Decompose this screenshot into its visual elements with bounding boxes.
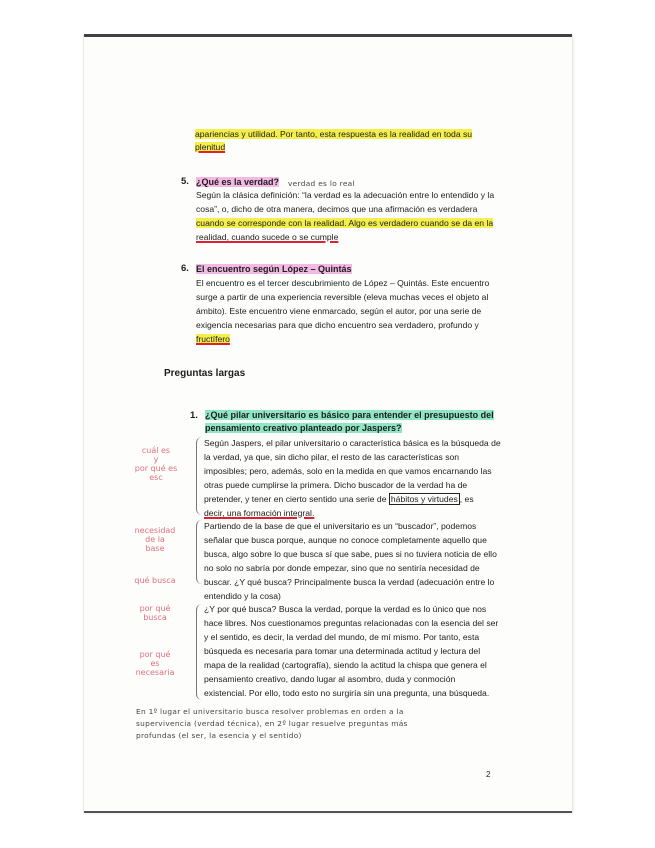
q5-line-1: Según la clásica definición: “la verdad es la adecuación entre lo entendido y la — [196, 190, 495, 200]
q1-p3-line-6: pensamiento creativo, dando lugar al asombro, duda y conmoción — [204, 674, 456, 684]
q1-p1-line-2: la verdad, ya que, sin dicho pilar, el resto de las características son — [204, 452, 460, 462]
q1-number: 1. — [190, 410, 198, 421]
q5-number: 5. — [181, 176, 189, 187]
intro-line-1: apariencias y utilidad. Por tanto, esta respuesta es la realidad en toda su — [195, 129, 473, 139]
bottom-note-line-1: En 1º lugar el universitario busca resolver problemas en orden a la — [136, 707, 404, 716]
q1-p1-line-3: imposibles; pero, además, solo en la medida en que vamos encarnando las — [204, 466, 492, 476]
q5-line-2: cosa”, o, dicho de otra manera, decimos que una afirmación es verdadera — [196, 204, 478, 214]
bottom-note-line-2: supervivencia (verdad técnica), en 2º lugar resuelve preguntas más — [136, 719, 408, 728]
margin-note-2: necesidad de la base — [134, 526, 176, 553]
boxed-habits-virtues: hábitos y virtudes — [390, 494, 458, 504]
q6-line-4: exigencia necesarias para que dicho encuentro sea verdadero, profundo y — [196, 320, 479, 330]
q1-p2-line-4: no solo no sabría por donde empezar, sino que no sentiría necesidad de — [204, 563, 480, 573]
q1-p2-line-5: buscar. ¿Y qué busca? Principalmente busca la verdad (adecuación entre lo — [204, 577, 495, 587]
margin-note-5: por qué es necesaria — [135, 650, 175, 677]
q1-p3-line-5: mapa de la realidad (cartografía), siendo la actitud la chispa que genera el — [204, 660, 487, 670]
page-bottom-edge — [84, 811, 572, 813]
page-top-edge — [84, 34, 572, 37]
q1-p3-line-1: ¿Y por qué busca? Busca la verdad, porque la verdad es lo único que nos — [204, 604, 487, 614]
q1-p3-line-4: búsqueda es necesaria para tomar una determinada actitud y lectura del — [204, 646, 481, 656]
q1-p2-line-6: entendido y la cosa) — [204, 591, 281, 601]
margin-note-4: por qué busca — [139, 604, 171, 622]
q6-title: El encuentro según López – Quintás — [196, 264, 352, 274]
q1-p1-line-1: Según Jaspers, el pilar universitario o característica básica es la búsqueda de — [204, 438, 501, 448]
q1-p3-line-7: existencial. Por ello, todo esto no surgiría sin una pregunta, una búsqueda. — [204, 688, 490, 698]
q1-p1-line-4: otras puede cumplirse la primera. Dicho buscador de la verdad ha de — [204, 480, 468, 490]
margin-brace-3 — [196, 604, 203, 700]
margin-brace-2 — [196, 520, 203, 584]
q1-title-line-2: pensamiento creativo planteado por Jaspers? — [205, 423, 402, 433]
q1-p2-line-3: busca, algo sobre lo que busca sí que sabe, pues si no tuviera noticia de ello — [204, 549, 497, 559]
section-title: Preguntas largas — [164, 368, 246, 379]
margin-note-3: qué busca — [134, 576, 176, 585]
q6-number: 6. — [181, 263, 189, 274]
q1-p2-line-2: señalar que busca porque, aunque no conoce completamente aquello que — [204, 535, 487, 545]
q1-p1-line-5: pretender, y tener en cierto sentido una serie de hábitos y virtudes , es — [204, 494, 474, 504]
q6-line-1: El encuentro es el tercer descubrimiento de López – Quintás. Este encuentro — [196, 278, 490, 288]
q1-p3-line-2: hace libres. Nos cuestionamos preguntas relacionadas con la esencia del ser — [204, 618, 499, 628]
q1-title-line-1: ¿Qué pilar universitario es básico para entender el presupuesto del — [205, 410, 494, 420]
q6-line-2: surge a partir de una experiencia reversible (eleva muchas veces el objeto al — [196, 292, 489, 302]
q1-p2-line-1: Partiendo de la base de que el universitario es un “buscador”, podemos — [204, 521, 477, 531]
q6-line-5: fructífero — [196, 334, 230, 344]
q5-title: ¿Qué es la verdad? — [196, 177, 280, 187]
q1-p3-line-3: y el sentido, es decir, la verdad del mundo, de mí mismo. Por tanto, esta — [204, 632, 480, 642]
q1-p1-line-6: decir, una formación integral. — [204, 508, 315, 518]
q6-line-3: ámbito). Este encuentro viene enmarcado, según el autor, por una serie de — [196, 306, 482, 316]
margin-note-1: cuál es y por qué es esc — [134, 446, 178, 482]
page-number: 2 — [486, 770, 491, 779]
q5-line-3: cuando se corresponde con la realidad. Algo es verdadero cuando se da en la — [196, 218, 494, 228]
bottom-note-line-3: profundas (el ser, la esencia y el sentido) — [136, 731, 302, 740]
q5-handwritten-note: verdad es lo real — [288, 179, 355, 188]
intro-line-2: plenitud — [195, 142, 226, 152]
q5-line-4: realidad, cuando sucede o se cumple — [196, 232, 339, 242]
margin-brace-1 — [196, 437, 203, 515]
